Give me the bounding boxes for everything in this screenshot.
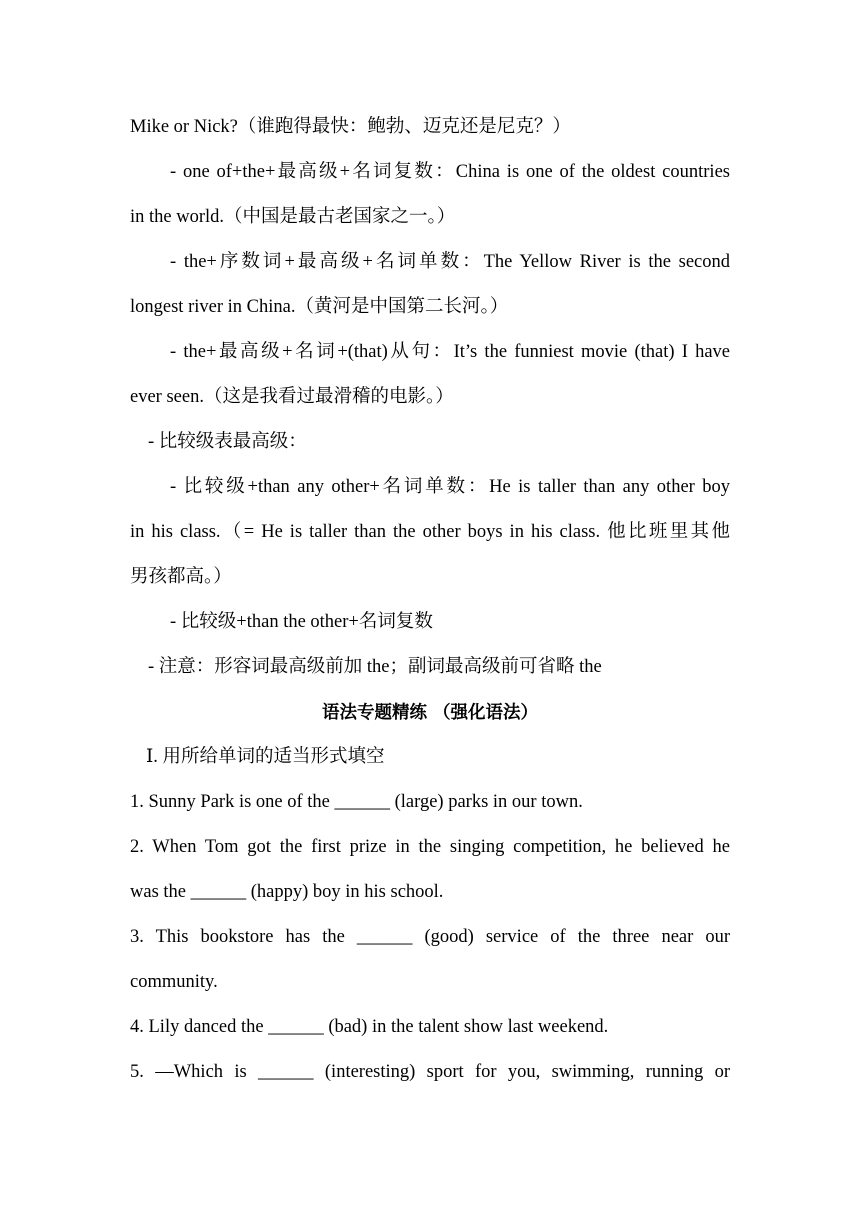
exercise-line: 3. This bookstore has the ______ (good) service of the three near our xyxy=(130,927,730,947)
text-line: 男孩都高。） xyxy=(130,567,232,587)
text-line: - 注意：形容词最高级前加 the；副词最高级前可省略 the xyxy=(148,657,602,677)
exercise-line: community. xyxy=(130,972,218,992)
text-line: in the world.（中国是最古老国家之一。） xyxy=(130,207,456,227)
exercise-heading: Ⅰ. 用所给单词的适当形式填空 xyxy=(146,747,385,767)
exercise-line: 4. Lily danced the ______ (bad) in the talent show last weekend. xyxy=(130,1017,609,1037)
text-line: - 比较级表最高级： xyxy=(148,432,307,452)
exercise-line: 1. Sunny Park is one of the ______ (large) parks in our town. xyxy=(130,792,583,812)
text-line: - 比较级+than any other+名词单数：He is taller than any other boy xyxy=(170,477,730,497)
text-line: - one of+the+最高级+名词复数：China is one of the oldest countries xyxy=(170,162,730,182)
text-line: longest river in China.（黄河是中国第二长河。） xyxy=(130,297,509,317)
section-title: 语法专题精练 （强化语法） xyxy=(321,703,539,723)
text-line: in his class.（= He is taller than the other boys in his class. 他比班里其他 xyxy=(130,522,730,542)
text-line: - the+最高级+名词+(that)从句：It’s the funniest movie (that) I have xyxy=(170,342,730,362)
exercise-line: was the ______ (happy) boy in his school. xyxy=(130,882,444,902)
text-line: - 比较级+than the other+名词复数 xyxy=(170,612,433,632)
text-line: Mike or Nick?（谁跑得最快：鲍勃、迈克还是尼克？） xyxy=(130,117,571,137)
text-line: - the+序数词+最高级+名词单数：The Yellow River is the second xyxy=(170,252,730,272)
exercise-line: 2. When Tom got the first prize in the singing competition, he believed he xyxy=(130,837,730,857)
text-line: ever seen.（这是我看过最滑稽的电影。） xyxy=(130,387,454,407)
exercise-line: 5. —Which is ______ (interesting) sport for you, swimming, running or xyxy=(130,1062,730,1082)
